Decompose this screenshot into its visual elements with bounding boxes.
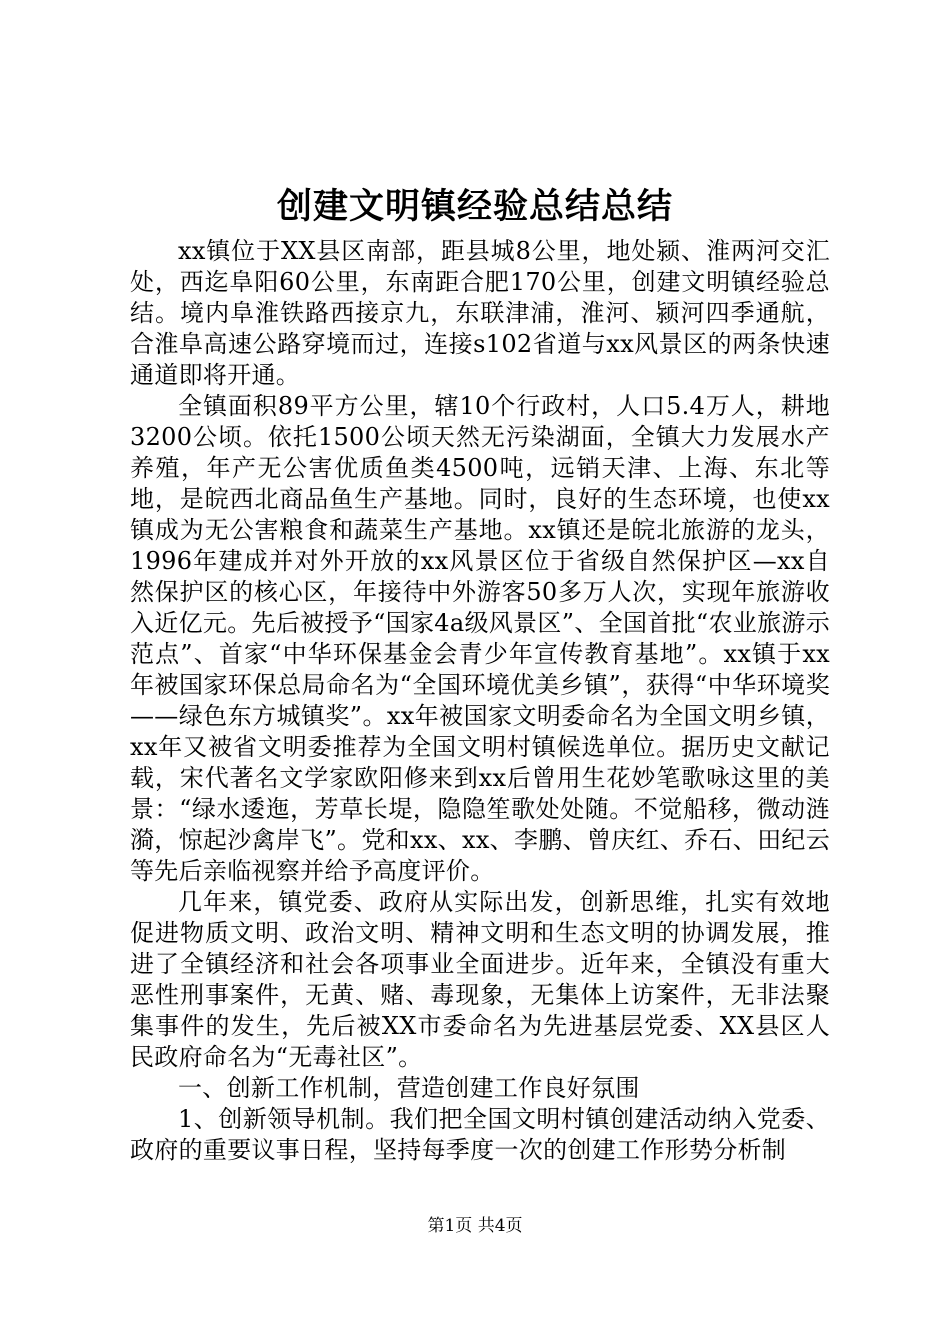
section-heading: 一、创新工作机制，营造创建工作良好氛围 [178, 1074, 640, 1102]
page-footer: 第1页 共4页 [427, 1216, 523, 1236]
paragraph-intro: xx镇位于XX县区南部，距县城8公里，地处颍、淮两河交汇处，西迄阜阳60公里，东南距合肥170公里，创建文明镇经验总结。境内阜淮铁路西接京九，东联津浦，淮河、颍河四季通航，合淮阜高速公路穿境而过，连接s102省道与xx风景区的两条快速通道即将开通。 [130, 237, 830, 389]
paragraph-leadership: 1、创新领导机制。我们把全国文明村镇创建活动纳入党委、政府的重要议事日程，坚持每季度一次的创建工作形势分析制 [130, 1105, 830, 1164]
document-title: 创建文明镇经验总结总结 [276, 186, 673, 227]
paragraph-achievements: 几年来，镇党委、政府从实际出发，创新思维，扎实有效地促进物质文明、政治文明、精神文明和生态文明的协调发展，推进了全镇经济和社会各项事业全面进步。近年来，全镇没有重大恶性刑事案件，无黄、赌、毒现象，无集体上访案件，无非法聚集事件的发生，先后被XX市委命名为先进基层党委、XX县区人民政府命名为“无毒社区”。 [130, 888, 830, 1071]
paragraph-overview: 全镇面积89平方公里，辖10个行政村，人口5.4万人，耕地3200公顷。依托1500公顷天然无污染湖面，全镇大力发展水产养殖，年产无公害优质鱼类4500吨，远销天津、上海、东北等地，是皖西北商品鱼生产基地。同时，良好的生态环境，也使xx镇成为无公害粮食和蔬菜生产基地。xx镇还是皖北旅游的龙头，1996年建成并对外开放的xx风景区位于省级自然保护区—xx自然保护区的核心区，年接待中外游客50多万人次，实现年旅游收入近亿元。先后被授予“国家4a级风景区”、全国首批“农业旅游示范点”、首家“中华环保基金会青少年宣传教育基地”。xx镇于xx年被国家环保总局命名为“全国环境优美乡镇”，获得“中华环境奖——绿色东方城镇奖”。xx年被国家文明委命名为全国文明乡镇，xx年又被省文明委推荐为全国文明村镇候选单位。据历史文献记载，宋代著名文学家欧阳修来到xx后曾用生花妙笔歌咏这里的美景：“绿水逶迤，芳草长堤，隐隐笙歌处处随。不觉船移，微动涟漪，惊起沙禽岸飞”。党和xx、xx、李鹏、曾庆红、乔石、田纪云等先后亲临视察并给予高度评价。 [130, 392, 830, 885]
document-body [130, 236, 830, 1166]
